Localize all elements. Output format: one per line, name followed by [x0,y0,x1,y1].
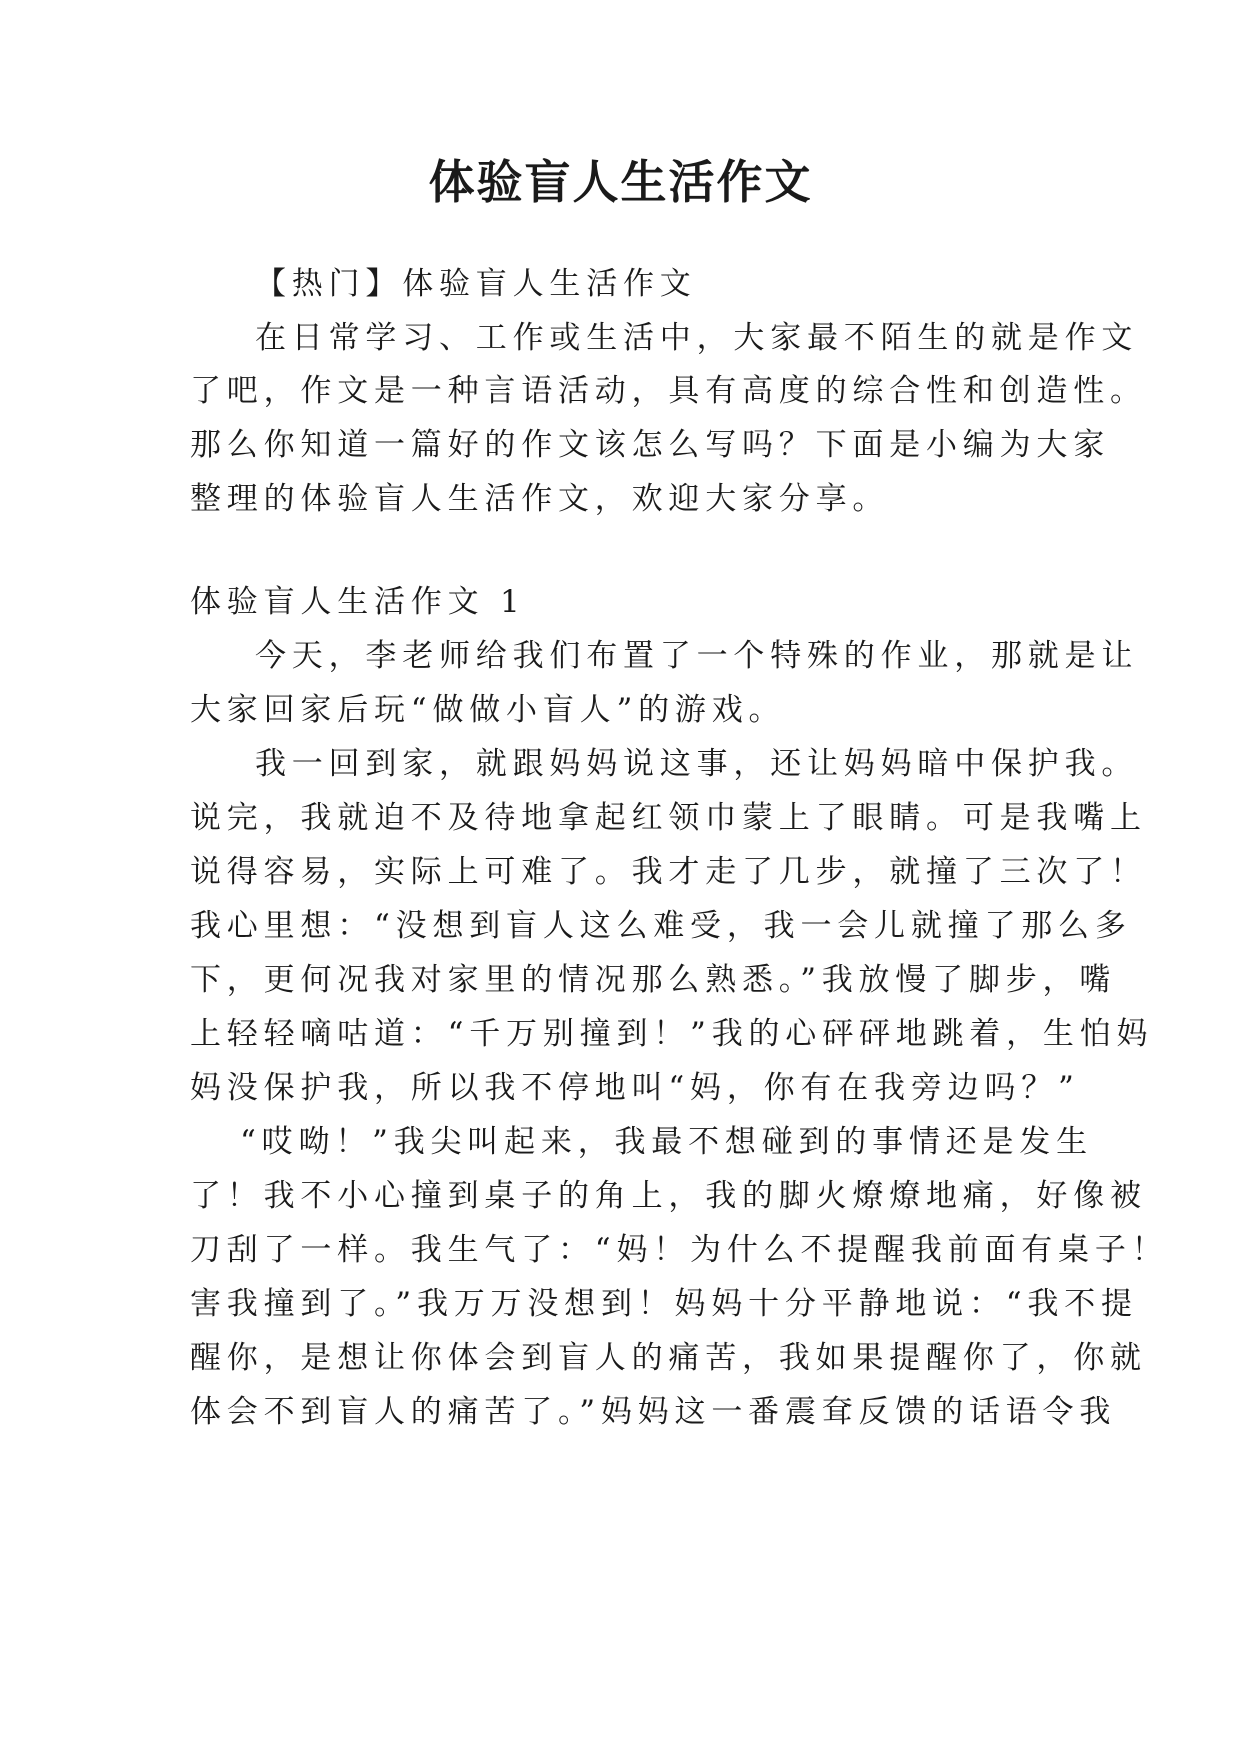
body-line-4: 说完，我就迫不及待地拿起红领巾蒙上了眼睛。可是我嘴上 [190,800,1147,836]
intro-line-2: 了吧，作文是一种言语活动，具有高度的综合性和创造性。 [190,373,1147,409]
intro-line-4: 整理的体验盲人生活作文，欢迎大家分享。 [190,481,890,517]
body-line-9: 妈没保护我，所以我不停地叫“妈，你有在我旁边吗？” [190,1070,1080,1106]
document-title: 体验盲人生活作文 [428,155,813,209]
body-line-3: 我一回到家，就跟妈妈说这事，还让妈妈暗中保护我。 [255,746,1139,782]
body-line-15: 体会不到盲人的痛苦了。”妈妈这一番震耷反馈的话语令我 [190,1394,1117,1430]
intro-line-3: 那么你知道一篇好的作文该怎么写吗？下面是小编为大家 [190,427,1110,463]
intro-line-1: 在日常学习、工作或生活中，大家最不陌生的就是作文 [255,320,1139,356]
body-line-1: 今天，李老师给我们布置了一个特殊的作业，那就是让 [255,638,1139,674]
subtitle-line: 【热门】体验盲人生活作文 [255,266,697,302]
body-line-12: 刀刮了一样。我生气了：“妈！为什么不提醒我前面有桌子！ [190,1232,1169,1268]
body-line-8: 上轻轻嘀咕道：“千万别撞到！”我的心砰砰地跳着，生怕妈 [190,1016,1154,1052]
body-line-11: 了！我不小心撞到桌子的角上，我的脚火燎燎地痛，好像被 [190,1178,1147,1214]
body-line-2: 大家回家后玩“做做小盲人”的游戏。 [190,692,786,728]
body-line-5: 说得容易，实际上可难了。我才走了几步，就撞了三次了！ [190,854,1147,890]
body-line-7: 下，更何况我对家里的情况那么熟悉。”我放慢了脚步，嘴 [190,962,1117,998]
body-line-10: “哎呦！”我尖叫起来，我最不想碰到的事情还是发生 [240,1124,1093,1160]
body-line-13: 害我撞到了。”我万万没想到！妈妈十分平静地说：“我不提 [190,1286,1138,1322]
body-line-6: 我心里想：“没想到盲人这么难受，我一会儿就撞了那么多 [190,908,1132,944]
section-heading: 体验盲人生活作文 1 [190,584,526,620]
body-line-14: 醒你，是想让你体会到盲人的痛苦，我如果提醒你了，你就 [190,1340,1147,1376]
